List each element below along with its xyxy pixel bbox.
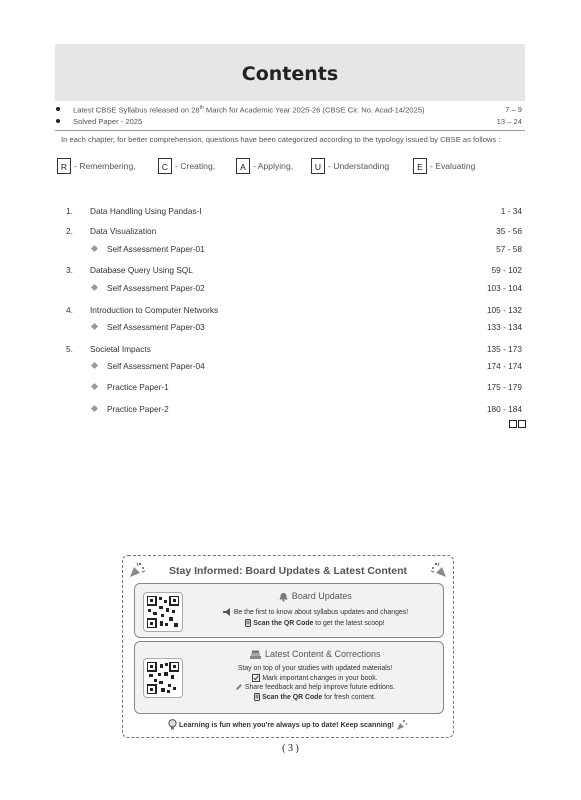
latest-content-heading-text: Latest Content & Corrections bbox=[264, 649, 381, 659]
intro-item-solved-paper[interactable] bbox=[55, 116, 525, 128]
toc-label: Practice Paper-1 bbox=[107, 382, 169, 392]
toc-self-assessment-03[interactable] bbox=[55, 322, 525, 336]
typology-label: - Creating, bbox=[175, 161, 216, 171]
toc-chapter-5[interactable] bbox=[55, 344, 525, 358]
latest-content-text: Mark important changes in your book. bbox=[262, 674, 378, 682]
diamond-bullet-icon bbox=[91, 245, 98, 252]
divider bbox=[55, 130, 525, 131]
scan-qr-rest-text: to get the latest scoop! bbox=[313, 619, 385, 627]
toc-label: Practice Paper-2 bbox=[107, 404, 169, 414]
bell-icon bbox=[278, 592, 289, 602]
typology-label: - Evaluating bbox=[430, 161, 476, 171]
toc-number: 4. bbox=[66, 305, 73, 315]
scan-qr-text: Scan the QR Code bbox=[253, 619, 314, 627]
toc-chapter-4[interactable] bbox=[55, 305, 525, 319]
board-updates-panel bbox=[134, 583, 444, 638]
intro-item-text bbox=[73, 105, 425, 115]
toc-self-assessment-01[interactable] bbox=[55, 244, 525, 258]
info-box-footer bbox=[123, 719, 453, 731]
end-marks-icon bbox=[509, 420, 526, 428]
bullet-icon bbox=[56, 107, 60, 111]
toc-label: Introduction to Computer Networks bbox=[90, 305, 219, 315]
latest-content-line-2 bbox=[185, 674, 445, 682]
qr-code-icon[interactable] bbox=[143, 658, 183, 698]
board-updates-scan-line bbox=[185, 619, 445, 627]
toc-pages: 103 - 104 bbox=[486, 283, 522, 293]
toc-label: Self Assessment Paper-01 bbox=[107, 244, 205, 254]
bullet-icon bbox=[56, 119, 60, 123]
books-icon bbox=[249, 650, 262, 660]
toc-label: Societal Impacts bbox=[90, 344, 151, 354]
party-popper-icon bbox=[430, 561, 448, 579]
diamond-bullet-icon bbox=[91, 323, 98, 330]
checkbox-icon bbox=[252, 674, 260, 682]
intro-text-sup: th bbox=[199, 105, 204, 111]
typology-code-box: C bbox=[158, 158, 172, 174]
latest-content-line-3 bbox=[185, 683, 445, 691]
toc-pages: 57 - 58 bbox=[496, 244, 522, 254]
latest-content-panel bbox=[134, 641, 444, 714]
toc-chapter-1[interactable] bbox=[55, 206, 525, 220]
megaphone-icon bbox=[222, 608, 232, 616]
typology-item-creating bbox=[158, 157, 215, 175]
toc-pages: 174 - 174 bbox=[486, 361, 522, 371]
updates-info-box bbox=[122, 555, 454, 738]
toc-number: 2. bbox=[66, 226, 73, 236]
intro-list bbox=[55, 104, 525, 128]
toc-label: Self Assessment Paper-04 bbox=[107, 361, 205, 371]
toc-self-assessment-04[interactable] bbox=[55, 361, 525, 375]
typology-label: - Remembering, bbox=[74, 161, 136, 171]
toc-chapter-3[interactable] bbox=[55, 265, 525, 279]
board-updates-heading-text: Board Updates bbox=[291, 591, 352, 601]
lightbulb-icon bbox=[168, 719, 177, 731]
typology-code-box: A bbox=[236, 158, 250, 174]
board-updates-line bbox=[185, 608, 445, 616]
toc-pages: 133 - 134 bbox=[486, 322, 522, 332]
typology-item-remembering bbox=[57, 157, 136, 175]
page-title: Contents bbox=[241, 63, 339, 85]
latest-content-text: Share feedback and help improve future editions. bbox=[244, 683, 396, 691]
intro-text-part: Latest CBSE Syllabus released on 28 bbox=[73, 105, 200, 115]
toc-label: Self Assessment Paper-03 bbox=[107, 322, 205, 332]
diamond-bullet-icon bbox=[91, 362, 98, 369]
page-number: ( 3 ) bbox=[282, 743, 299, 754]
toc-pages: 105 - 132 bbox=[486, 305, 522, 315]
toc-number: 3. bbox=[66, 265, 73, 275]
toc-label: Data Handling Using Pandas-I bbox=[90, 206, 202, 216]
intro-item-pages: 7 – 9 bbox=[505, 105, 522, 114]
toc-pages: 175 - 179 bbox=[486, 382, 522, 392]
intro-item-text bbox=[73, 117, 142, 126]
latest-content-scan-line bbox=[185, 693, 445, 701]
latest-content-text: Stay on top of your studies with updated materials! bbox=[237, 665, 393, 672]
phone-icon bbox=[254, 693, 260, 701]
pencil-icon bbox=[235, 683, 243, 691]
toc-number: 5. bbox=[66, 344, 73, 354]
intro-text-part: Solved Paper - 2025 bbox=[73, 117, 143, 126]
latest-content-heading bbox=[185, 649, 445, 660]
latest-content-line-1 bbox=[185, 665, 445, 672]
qr-code-icon[interactable] bbox=[143, 592, 183, 632]
typology-code-box: E bbox=[413, 158, 427, 174]
typology-legend bbox=[55, 157, 535, 175]
info-box-footer-text: Learning is fun when you're always up to date! Keep scanning! bbox=[179, 719, 394, 729]
typology-label: - Understanding bbox=[328, 161, 390, 171]
phone-icon bbox=[245, 619, 251, 627]
intro-text-part: March for Academic Year 2025-26 (CBSE Cir. No. Acad-14/2025) bbox=[203, 105, 425, 115]
typology-item-understanding bbox=[311, 157, 389, 175]
toc-label: Data Visualization bbox=[90, 226, 157, 236]
toc-pages: 180 - 184 bbox=[486, 404, 522, 414]
info-box-title: Stay Informed: Board Updates & Latest Content bbox=[168, 565, 408, 577]
toc-chapter-2[interactable] bbox=[55, 226, 525, 240]
toc-pages: 35 - 56 bbox=[496, 226, 522, 236]
board-updates-heading bbox=[185, 591, 445, 602]
typology-code-box: R bbox=[57, 158, 71, 174]
toc-practice-paper-1[interactable] bbox=[55, 382, 525, 396]
board-updates-text: Be the first to know about syllabus updates and changes! bbox=[233, 608, 409, 616]
diamond-bullet-icon bbox=[91, 284, 98, 291]
toc-pages: 1 - 34 bbox=[500, 206, 522, 216]
typology-code-box: U bbox=[311, 158, 325, 174]
toc-pages: 135 - 173 bbox=[486, 344, 522, 354]
typology-description: In each chapter, for better comprehension, questions have been categorized according to the typology issued by CBSE as follows : bbox=[61, 135, 501, 144]
scan-qr-text: Scan the QR Code bbox=[262, 693, 323, 701]
scan-qr-rest-text: for fresh content. bbox=[322, 693, 376, 701]
diamond-bullet-icon bbox=[91, 405, 98, 412]
typology-item-applying bbox=[236, 157, 293, 175]
toc-number: 1. bbox=[66, 206, 73, 216]
toc-label: Database Query Using SQL bbox=[90, 265, 193, 275]
typology-item-evaluating bbox=[413, 157, 475, 175]
party-popper-icon bbox=[396, 719, 408, 731]
diamond-bullet-icon bbox=[91, 383, 98, 390]
toc-pages: 59 - 102 bbox=[491, 265, 522, 275]
typology-label: - Applying, bbox=[253, 161, 294, 171]
intro-item-syllabus[interactable] bbox=[55, 104, 525, 116]
toc-self-assessment-02[interactable] bbox=[55, 283, 525, 297]
intro-item-pages: 13 – 24 bbox=[496, 117, 522, 126]
toc-label: Self Assessment Paper-02 bbox=[107, 283, 205, 293]
toc-practice-paper-2[interactable] bbox=[55, 404, 525, 418]
